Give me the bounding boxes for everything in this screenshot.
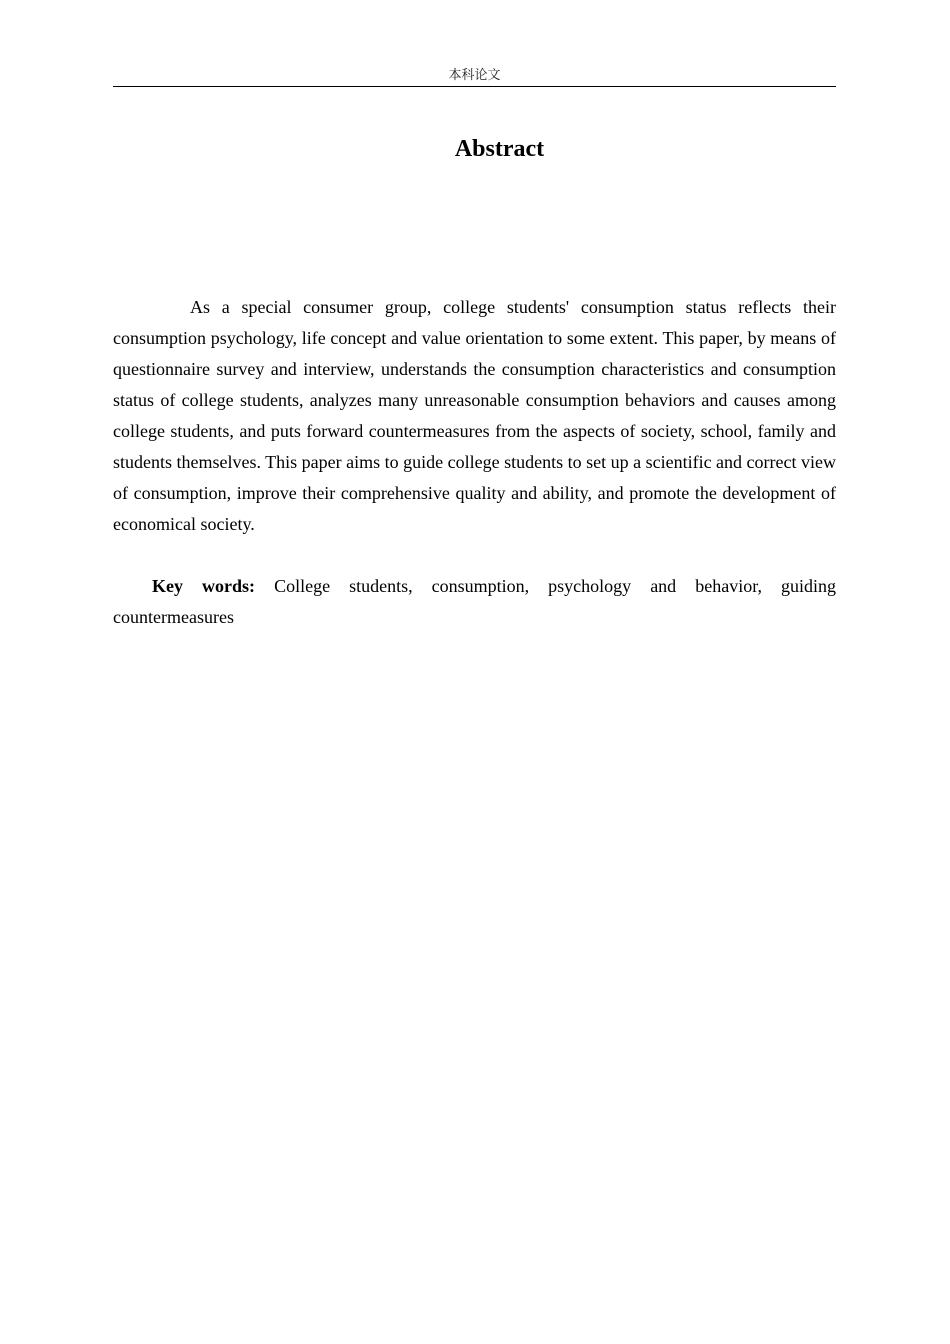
running-header: 本科论文 bbox=[448, 68, 501, 83]
keywords-text: College students, consumption, psychology and behavior, guiding countermeasures bbox=[113, 576, 837, 627]
keywords-label: Key words: bbox=[152, 576, 256, 596]
header-rule bbox=[113, 86, 836, 87]
abstract-body: As a special consumer group, college students' consumption status reflects their consumption psychology, life concept and value orientation to some extent. This paper, by means of questionnaire survey and interview, understands the consumption characteristics and consumption status of college students, analyzes many unreasonable consumption behaviors and causes among college students, and puts forward countermeasures from the aspects of society, school, family and students themselves. This paper aims to guide college students to set up a scientific and correct view of consumption, improve their comprehensive quality and ability, and promote the development of economical society. bbox=[113, 297, 836, 534]
keywords-paragraph bbox=[113, 571, 836, 633]
abstract-title: Abstract bbox=[454, 136, 545, 162]
